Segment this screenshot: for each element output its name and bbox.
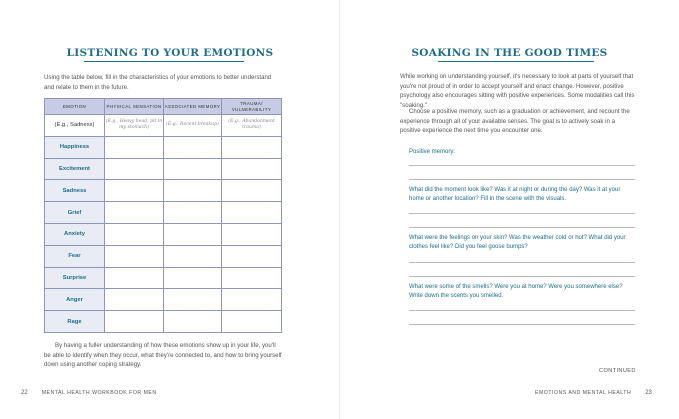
right-page-number: 23 xyxy=(645,390,652,396)
blank-cell[interactable] xyxy=(222,224,281,245)
blank-cell[interactable] xyxy=(164,224,222,245)
blank-cell[interactable] xyxy=(222,289,281,310)
right-footer xyxy=(535,390,652,396)
prompt-visuals: What did the moment look like? Was it at night or during the day? Was it at your home or another location? Fill in the scene with the visuals. xyxy=(409,187,621,203)
right-page xyxy=(340,0,679,419)
table-row xyxy=(44,202,282,224)
emotion-label: Happiness xyxy=(45,137,105,158)
table-row xyxy=(44,224,282,246)
continued-label: CONTINUED xyxy=(599,368,636,374)
right-running-head: EMOTIONS AND MENTAL HEALTH xyxy=(535,390,632,396)
blank-cell[interactable] xyxy=(164,289,222,310)
left-closing-text: By having a fuller understanding of how these emotions show up in your life, you'll be able to identify when they occur, what they're connected to, and how to bring yourself down using another coping strategy. xyxy=(44,342,282,369)
blank-cell[interactable] xyxy=(164,180,222,201)
header-emotion: EMOTION xyxy=(45,99,105,114)
table-row xyxy=(44,137,282,159)
table-row xyxy=(44,289,282,311)
blank-cell[interactable] xyxy=(222,246,281,267)
blank-cell[interactable] xyxy=(105,159,164,180)
writing-line[interactable] xyxy=(409,179,635,180)
left-running-head: MENTAL HEALTH WORKBOOK FOR MEN xyxy=(41,390,157,396)
emotion-label: Anger xyxy=(45,289,105,310)
left-title-underline xyxy=(84,61,244,62)
blank-cell[interactable] xyxy=(164,137,222,158)
blank-cell[interactable] xyxy=(105,180,164,201)
right-title-underline xyxy=(438,61,594,62)
blank-cell[interactable] xyxy=(222,311,281,332)
header-associated-memory: ASSOCIATED MEMORY xyxy=(164,99,222,114)
emotion-label: Excitement xyxy=(45,159,105,180)
right-para-1: While working on understanding yourself, it's necessary to look at parts of yourself that you're not proud of in order to accept yourself and enact change. However, positive psychology also encourages sitting with positive experiences. Some modalities call this "soaking." xyxy=(400,73,635,109)
table-row xyxy=(44,311,282,333)
writing-line[interactable] xyxy=(409,227,635,228)
emotions-table-header xyxy=(44,98,282,115)
prompt-smells: What were some of the smells? Were you at home? Were you somewhere else? Write down the scents you smelled. xyxy=(409,284,623,300)
table-row xyxy=(44,268,282,290)
blank-cell[interactable] xyxy=(105,246,164,267)
example-row xyxy=(44,115,282,137)
writing-line[interactable] xyxy=(409,276,635,277)
blank-cell[interactable] xyxy=(105,224,164,245)
blank-cell[interactable] xyxy=(222,202,281,223)
example-memory: (E.g., Recent breakup) xyxy=(164,115,222,136)
blank-cell[interactable] xyxy=(164,268,222,289)
emotion-label: Surprise xyxy=(45,268,105,289)
blank-cell[interactable] xyxy=(222,137,281,158)
emotion-label: Grief xyxy=(45,202,105,223)
emotion-label: Anxiety xyxy=(45,224,105,245)
table-row xyxy=(44,246,282,268)
header-physical-sensation: PHYSICAL SENSATION xyxy=(105,99,164,114)
right-page-title: SOAKING IN THE GOOD TIMES xyxy=(411,47,608,59)
blank-cell[interactable] xyxy=(105,137,164,158)
writing-line[interactable] xyxy=(409,310,635,311)
right-para-2: Choose a positive memory, such as a graduation or achievement, and recount the experience through all of your available senses. The goal is to actively soak in a positive experience the next time you encounter one. xyxy=(400,108,630,135)
writing-line[interactable] xyxy=(409,165,635,166)
blank-cell[interactable] xyxy=(164,159,222,180)
left-page-title: LISTENING TO YOUR EMOTIONS xyxy=(66,47,274,59)
emotion-label: Fear xyxy=(45,246,105,267)
emotions-table xyxy=(44,98,282,333)
emotion-label: Rage xyxy=(45,311,105,332)
blank-cell[interactable] xyxy=(105,268,164,289)
table-row xyxy=(44,180,282,202)
blank-cell[interactable] xyxy=(222,180,281,201)
left-page-number: 22 xyxy=(21,390,28,396)
table-row xyxy=(44,159,282,181)
blank-cell[interactable] xyxy=(105,289,164,310)
blank-cell[interactable] xyxy=(222,268,281,289)
prompt-feelings: What were the feelings on your skin? Was the weather cold or hot? What did your clothes feel like? Did you feel goose bumps? xyxy=(409,235,626,251)
blank-cell[interactable] xyxy=(222,159,281,180)
header-trauma-vulnerability: TRAUMA/ VULNERABILITY xyxy=(231,101,272,112)
blank-cell[interactable] xyxy=(164,246,222,267)
blank-cell[interactable] xyxy=(105,202,164,223)
blank-cell[interactable] xyxy=(164,311,222,332)
left-footer xyxy=(21,390,157,396)
left-intro-text: Using the table below, fill in the characteristics of your emotions to better understand and relate to them in the future. xyxy=(44,74,272,91)
prompt-positive-memory: Positive memory: xyxy=(409,149,456,155)
emotion-label: Sadness xyxy=(45,180,105,201)
writing-line[interactable] xyxy=(409,262,635,263)
example-emotion: (E.g., Sadness) xyxy=(45,115,105,136)
example-trauma: (E.g., Abandonment trauma) xyxy=(228,119,275,131)
example-physical: (E.g., Heavy head, pit in my stomach) xyxy=(105,115,164,136)
writing-line[interactable] xyxy=(409,213,635,214)
blank-cell[interactable] xyxy=(105,311,164,332)
writing-line[interactable] xyxy=(409,324,635,325)
blank-cell[interactable] xyxy=(164,202,222,223)
